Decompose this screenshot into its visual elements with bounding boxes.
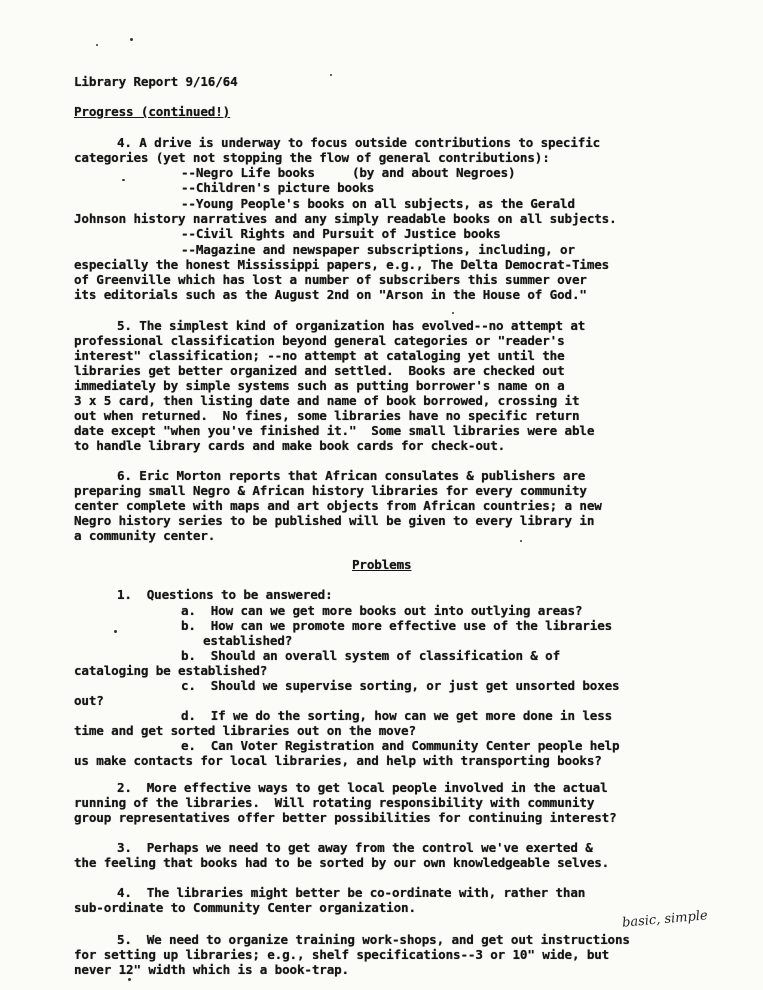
item6-line: center complete with maps and art objects from African countries; a new	[74, 498, 602, 513]
scan-speck	[330, 74, 332, 76]
problem-line: d. If we do the sorting, how can we get more done in less	[181, 708, 613, 723]
item5-line: date except "when you've finished it." Some small libraries were able	[74, 423, 595, 438]
problem-line: 3. Perhaps we need to get away from the control we've exerted &	[117, 840, 593, 855]
item4-line: --Young People's books on all subjects, as the Gerald	[181, 196, 575, 211]
problem-line: established?	[203, 633, 293, 648]
problem-line: running of the libraries. Will rotating responsibility with community	[74, 795, 595, 810]
scan-speck	[122, 179, 125, 181]
problem-line: b. How can we promote more effective use of the libraries	[181, 618, 613, 633]
problem-line: never 12" width which is a book-trap.	[74, 962, 349, 977]
item6-line: a community center.	[74, 528, 216, 543]
item5-line: to handle library cards and make book cards for check-out.	[74, 438, 506, 453]
problem-line: for setting up libraries; e.g., shelf specifications--3 or 10" wide, but	[74, 947, 610, 962]
item4-line: --Magazine and newspaper subscriptions, including, or	[181, 242, 575, 257]
problem-line: a. How can we get more books out into outlying areas?	[181, 603, 583, 618]
item6-line: Negro history series to be published will be given to every library in	[74, 513, 595, 528]
item6-line: preparing small Negro & African history libraries for every community	[74, 483, 587, 498]
scan-speck	[130, 38, 133, 41]
scan-speck	[128, 978, 131, 981]
item6-line: 6. Eric Morton reports that African consulates & publishers are	[117, 468, 586, 483]
handwritten-annotation: basic, simple	[621, 908, 709, 931]
problem-line: us make contacts for local libraries, and help with transporting books?	[74, 753, 602, 768]
problem-line: b. Should an overall system of classification & of	[181, 648, 561, 663]
item5-line: professional classification beyond general categories or "reader's	[74, 333, 565, 348]
item4-line: its editorials such as the August 2nd on "Arson in the House of God."	[74, 287, 587, 302]
problem-line: 1. Questions to be answered:	[117, 587, 333, 602]
problem-line: 4. The libraries might better be co-ordinate with, rather than	[117, 885, 586, 900]
item4-line: --Negro Life books (by and about Negroes)	[181, 165, 516, 180]
item5-line: interest" classification; --no attempt at cataloging yet until the	[74, 348, 565, 363]
scan-speck	[96, 44, 98, 46]
item4-line: of Greenville which has lost a number of subscribers this summer over	[74, 272, 587, 287]
section-heading-problems: Problems	[352, 557, 412, 572]
item4-line: especially the honest Mississippi papers, e.g., The Delta Democrat-Times	[74, 257, 610, 272]
scan-speck	[520, 540, 522, 542]
report-title: Library Report 9/16/64	[74, 74, 238, 89]
problem-line: 2. More effective ways to get local people involved in the actual	[117, 780, 608, 795]
problem-line: c. Should we supervise sorting, or just get unsorted boxes	[181, 678, 620, 693]
item5-line: 3 x 5 card, then listing date and name of book borrowed, crossing it	[74, 393, 580, 408]
problem-line: 5. We need to organize training work-shops, and get out instructions	[117, 932, 630, 947]
item4-line: 4. A drive is underway to focus outside contributions to specific	[117, 135, 601, 150]
item4-line: --Civil Rights and Pursuit of Justice books	[181, 226, 501, 241]
item5-line: 5. The simplest kind of organization has evolved--no attempt at	[117, 318, 586, 333]
problem-line: e. Can Voter Registration and Community Center people help	[181, 738, 620, 753]
item4-line: --Children's picture books	[181, 180, 375, 195]
problem-line: group representatives offer better possibilities for continuing interest?	[74, 810, 617, 825]
scan-speck	[452, 312, 454, 314]
item5-line: out when returned. No fines, some libraries have no specific return	[74, 408, 580, 423]
problem-line: sub-ordinate to Community Center organization.	[74, 900, 416, 915]
problem-line: time and get sorted libraries out on the move?	[74, 723, 416, 738]
item5-line: immediately by simple systems such as putting borrower's name on a	[74, 378, 565, 393]
item4-line: Johnson history narratives and any simply readable books on all subjects.	[74, 211, 617, 226]
section-heading-progress: Progress (continued!)	[74, 104, 231, 119]
problem-line: out?	[74, 693, 104, 708]
item4-line: categories (yet not stopping the flow of general contributions):	[74, 150, 550, 165]
scan-speck	[114, 630, 117, 633]
problem-line: the feeling that books had to be sorted by our own knowledgeable selves.	[74, 855, 610, 870]
problem-line: cataloging be established?	[74, 663, 268, 678]
item5-line: libraries get better organized and settled. Books are checked out	[74, 363, 565, 378]
